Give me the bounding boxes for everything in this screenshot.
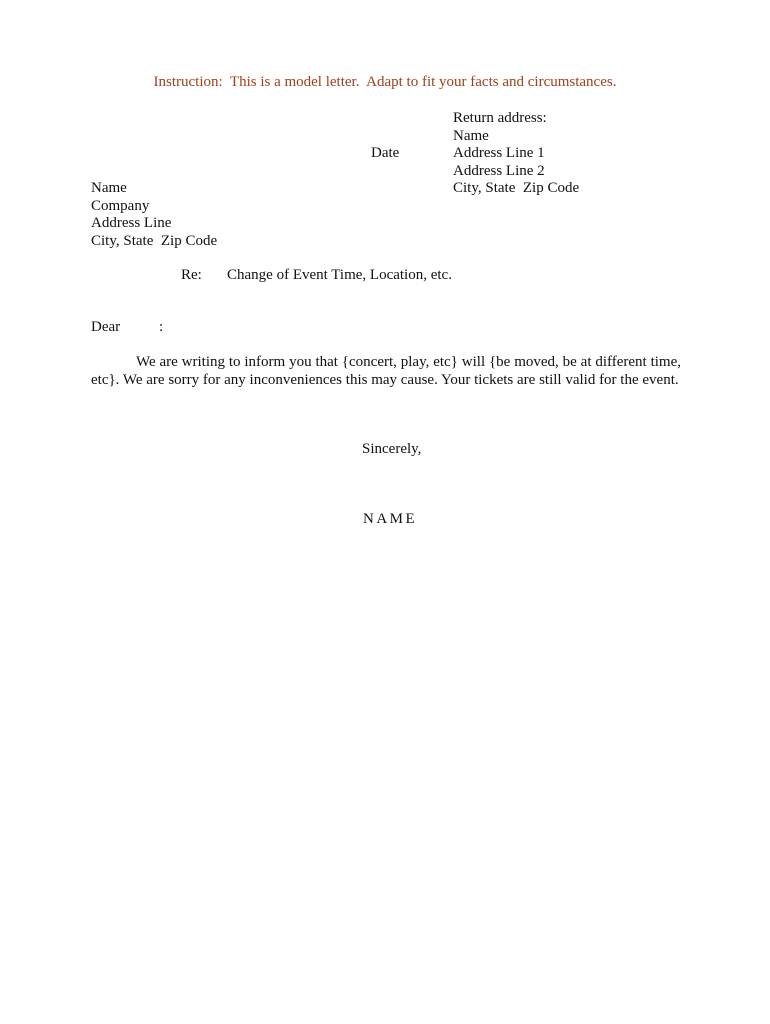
- return-address-line1: Address Line 1: [453, 145, 545, 161]
- signature-name: NAME: [363, 511, 418, 527]
- return-address-block: [453, 110, 579, 198]
- salutation: Dear: [91, 319, 121, 335]
- recipient-company: Company: [91, 197, 150, 214]
- return-address-city-state-zip: City, State Zip Code: [453, 180, 580, 196]
- subject-label: Re:: [181, 267, 202, 283]
- recipient-city-state-zip: City, State Zip Code: [91, 232, 218, 249]
- return-address-name: Name: [453, 127, 489, 144]
- closing: Sincerely,: [362, 441, 422, 457]
- return-address-label: Return address:: [453, 110, 547, 126]
- subject-text: Change of Event Time, Location, etc.: [227, 267, 452, 283]
- instruction-note: Instruction: This is a model letter. Adapt to fit your facts and circumstances.: [153, 74, 617, 90]
- salutation-colon: :: [159, 319, 164, 335]
- recipient-address-block: [91, 180, 217, 250]
- return-address-line2: Address Line 2: [453, 162, 545, 179]
- letter-body: We are writing to inform you that {concert, play, etc} will {be moved, be at different time, etc}. We are sorry for any inconveniences this may cause. Your tickets are still valid for the event.: [91, 354, 681, 388]
- recipient-address-line: Address Line: [91, 215, 172, 231]
- letter-date: Date: [371, 145, 400, 161]
- recipient-name: Name: [91, 180, 127, 196]
